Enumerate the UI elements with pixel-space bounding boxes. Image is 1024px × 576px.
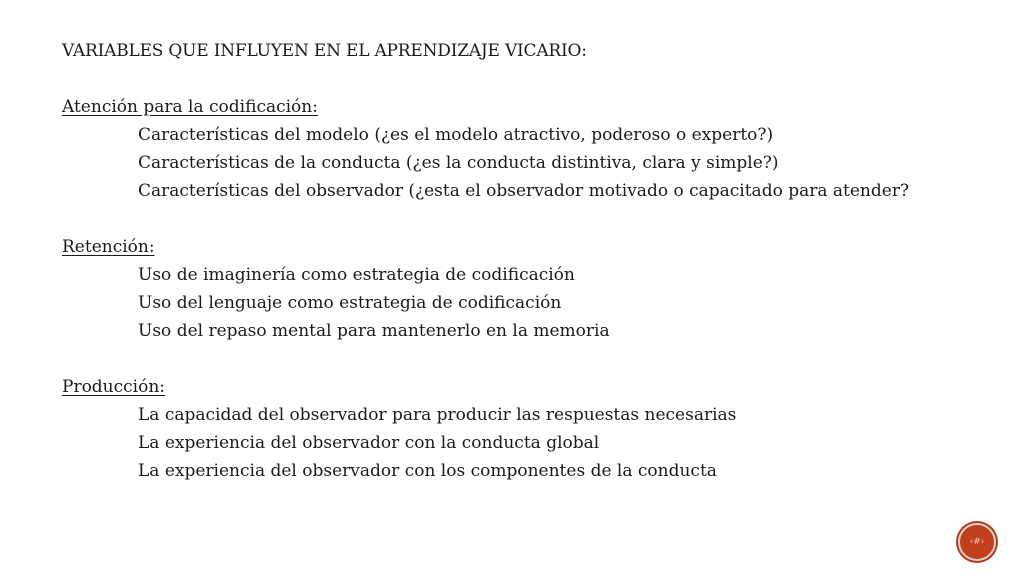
section-heading-retencion: Retención: (62, 237, 155, 257)
section-heading-produccion: Producción: (62, 377, 166, 397)
slide-title: VARIABLES QUE INFLUYEN EN EL APRENDIZAJE VICARIO: (62, 41, 587, 61)
list-item: La capacidad del observador para producir las respuestas necesarias (138, 405, 737, 425)
slide-number-badge: ‹#› (958, 523, 996, 561)
list-item: Características del observador (¿esta el observador motivado o capacitado para atender? (138, 181, 910, 201)
list-item: Uso del lenguaje como estrategia de codificación (138, 293, 562, 313)
list-item: Características de la conducta (¿es la conducta distintiva, clara y simple?) (138, 153, 779, 173)
list-item: Uso de imaginería como estrategia de codificación (138, 265, 575, 285)
list-item: La experiencia del observador con los componentes de la conducta (138, 461, 717, 481)
list-item: Uso del repaso mental para mantenerlo en la memoria (138, 321, 610, 341)
section-heading-atencion: Atención para la codificación: (62, 97, 318, 117)
list-item: Características del modelo (¿es el modelo atractivo, poderoso o experto?) (138, 125, 774, 145)
list-item: La experiencia del observador con la conducta global (138, 433, 600, 453)
